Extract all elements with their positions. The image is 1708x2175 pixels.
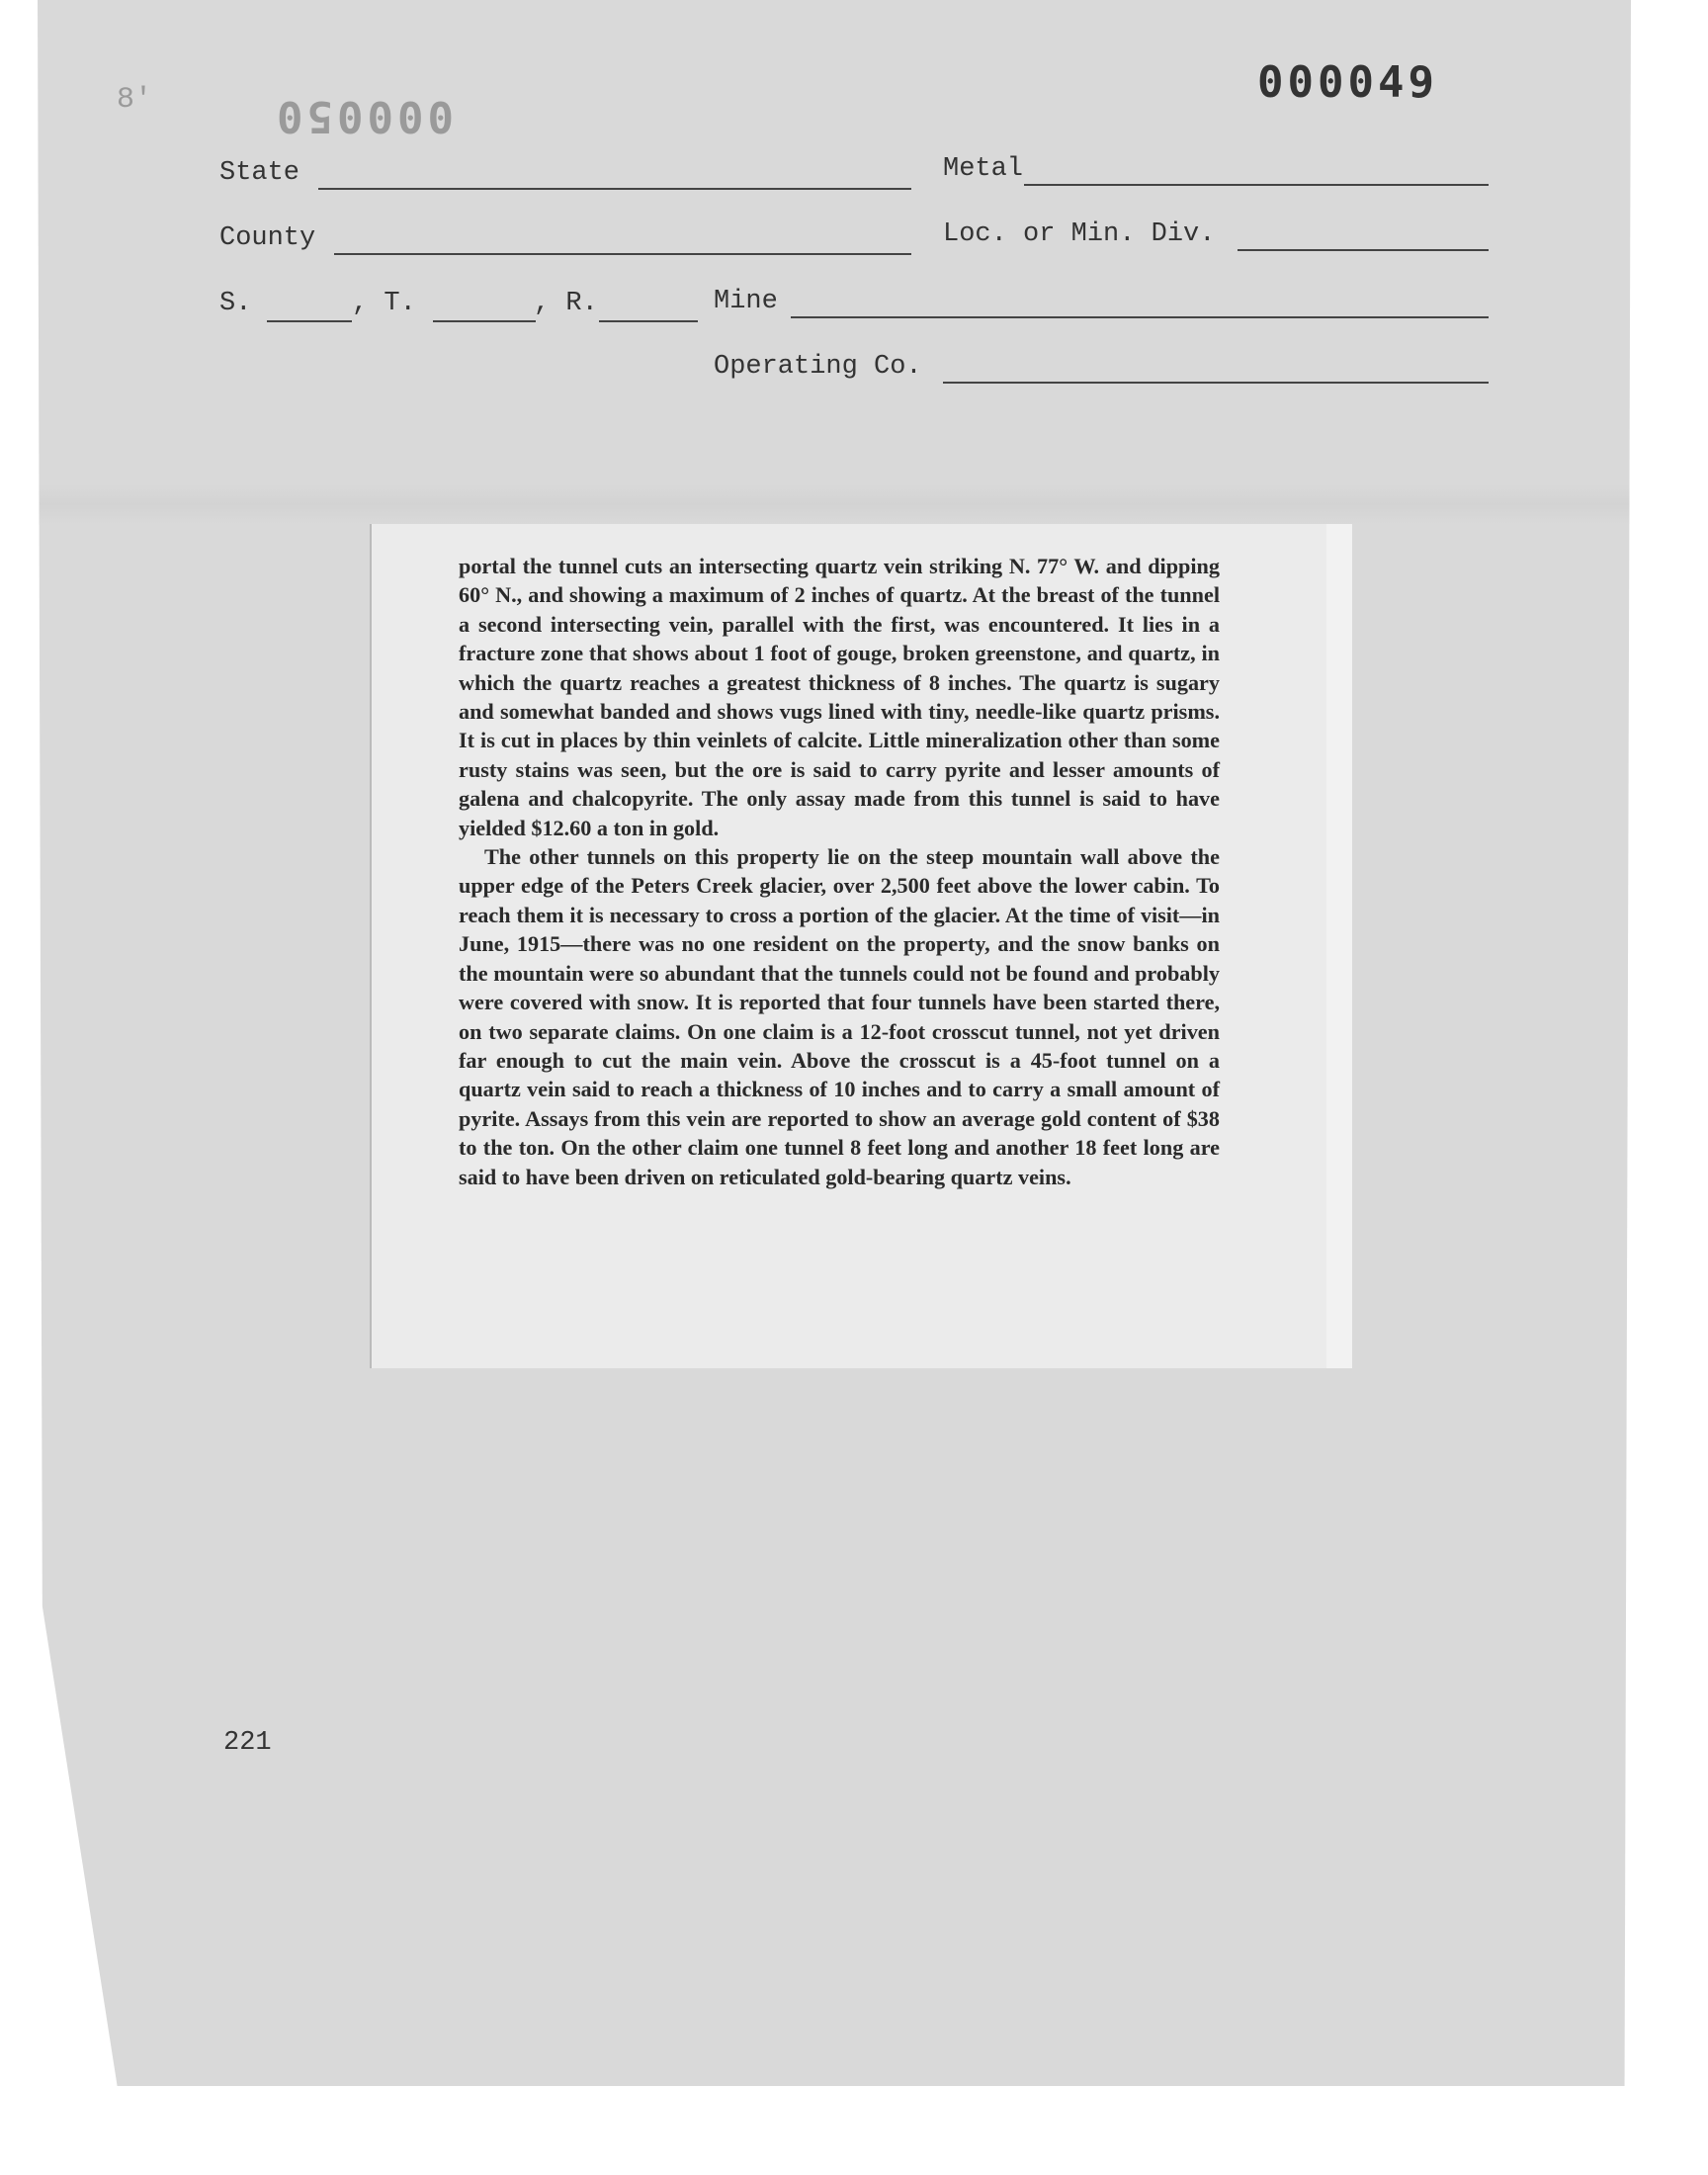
mine-label: Mine — [714, 287, 778, 316]
township-field[interactable] — [433, 320, 536, 322]
operating-co-field[interactable] — [943, 382, 1489, 384]
clipping-paragraph-2: The other tunnels on this property lie on the steep mountain wall above the upper edge of the Peters Creek glacier, over 2,500 feet above the lower cabin. To reach them it is necessary to cross a portion of the glacier. At the time of visit—in June, 1915—there was no one resident on the property, and the snow banks on the mountain were so abundant that the tunnels could not be found and probably were covered with snow. It is reported that four tunnels have been started there, on two separate claims. On one claim is a 12-foot crosscut tunnel, not yet driven far enough to cut the main vein. Above the crosscut is a 45-foot tunnel on a quartz vein said to reach a thickness of 10 inches and to carry a small amount of pyrite. Assays from this vein are reported to show an average gold content of $38 to the ton. On the other claim one tunnel 8 feet long and another 18 feet long are said to have been driven on reticulated gold-bearing quartz veins. — [459, 844, 1220, 1189]
loc-min-div-label: Loc. or Min. Div. — [943, 219, 1216, 249]
loc-min-div-field[interactable] — [1238, 249, 1489, 251]
section-label: S. — [219, 289, 252, 318]
document-stamp-number: 000049 — [1257, 57, 1438, 108]
county-label: County — [219, 223, 316, 253]
clipping-paragraph-1: portal the tunnel cuts an intersecting quartz vein striking N. 77° W. and dipping 60° N., and showing a maximum of 2 inches of quartz. At the breast of the tunnel a second intersecting vein, parallel with the first, was encountered. It lies in a fracture zone that shows about 1 foot of gouge, broken greenstone, and quartz, in which the quartz reaches a greatest thickness of 8 inches. The quartz is sugary and somewhat banded and shows vugs lined with tiny, needle-like quartz prisms. It is cut in places by thin veinlets of calcite. Little mineralization other than some rusty stains was seen, but the ore is said to carry pyrite and lesser amounts of galena and chalcopyrite. The only assay made from this tunnel is said to have yielded $12.60 a ton in gold. — [459, 554, 1220, 840]
county-field[interactable] — [334, 253, 911, 255]
operating-co-label: Operating Co. — [714, 352, 922, 382]
state-field[interactable] — [318, 188, 911, 190]
range-label: , R. — [534, 289, 598, 318]
corner-mark: 8' — [117, 83, 153, 117]
metal-label: Metal — [943, 154, 1024, 184]
text-clipping — [370, 524, 1352, 1368]
mine-field[interactable] — [791, 316, 1489, 318]
clipping-text — [459, 552, 1220, 1191]
section-field[interactable] — [267, 320, 352, 322]
township-label: , T. — [352, 289, 416, 318]
reverse-stamp-number: 000050 — [273, 91, 454, 141]
range-field[interactable] — [599, 320, 698, 322]
metal-field[interactable] — [1024, 184, 1489, 186]
state-label: State — [219, 158, 300, 188]
page-number: 221 — [223, 1728, 272, 1758]
